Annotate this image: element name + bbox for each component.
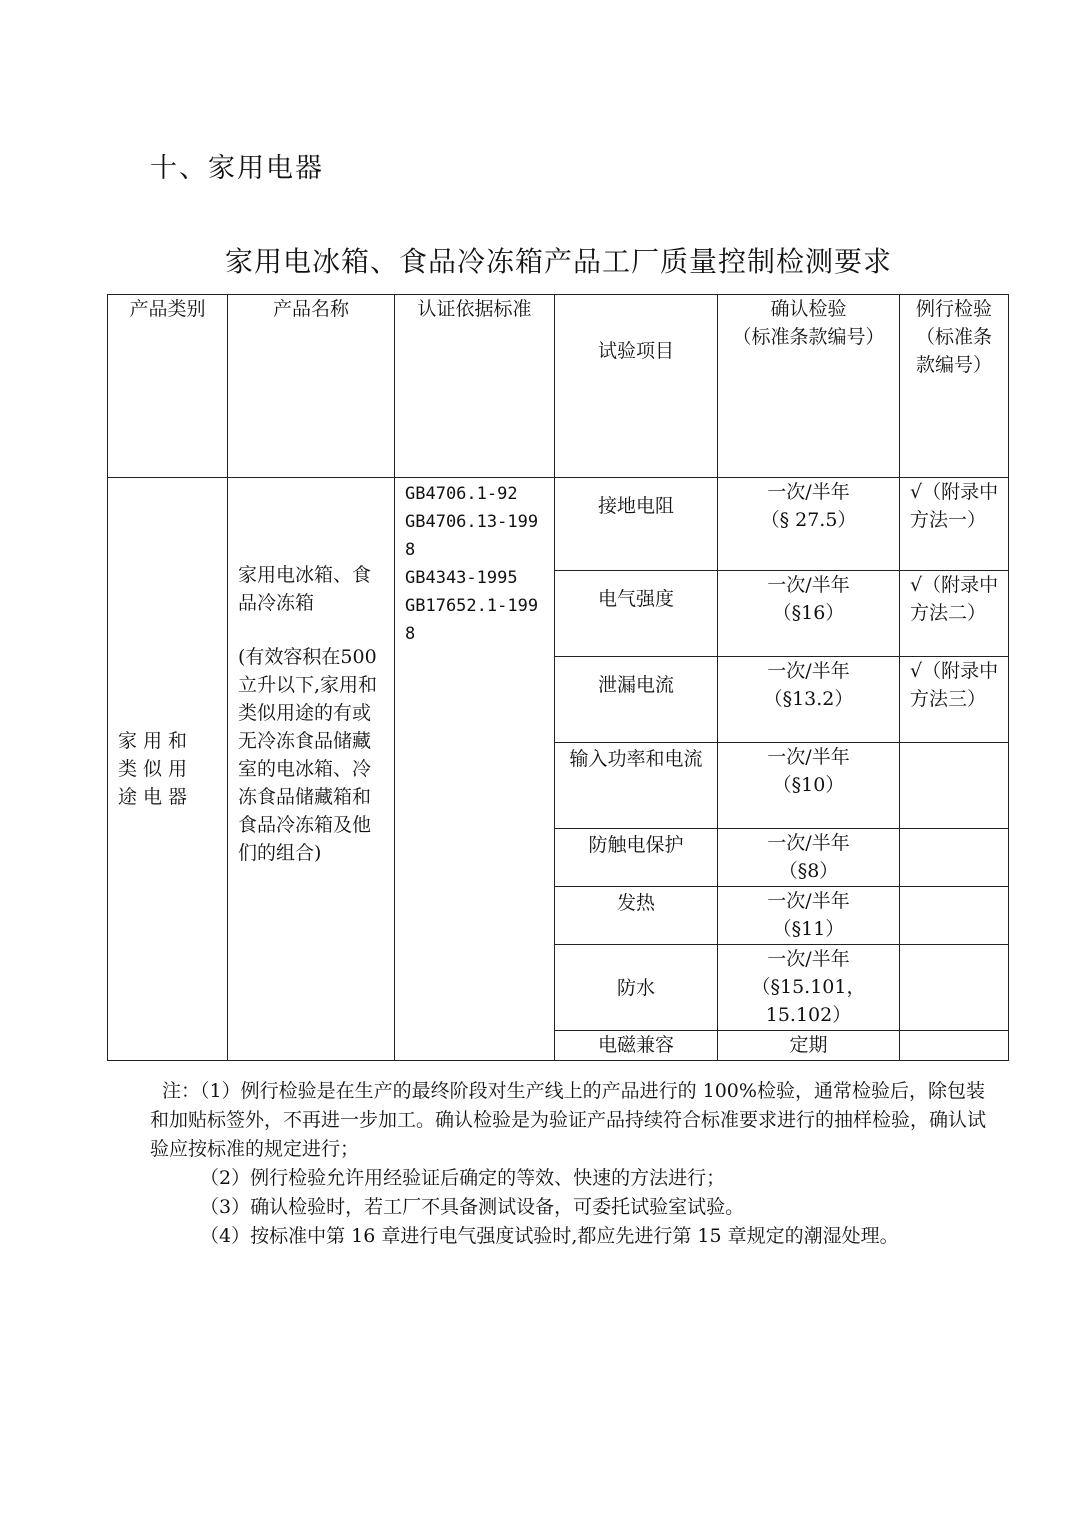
header-routine: 例行检验（标准条款编号）: [900, 295, 1009, 478]
routine-cell: [900, 945, 1009, 1031]
product-name: 家用电冰箱、食品冷冻箱: [238, 564, 372, 614]
confirm-cell: [718, 478, 900, 571]
confirm-clause: （§8）: [778, 860, 839, 882]
standard-item: GB4343-1995: [405, 568, 518, 588]
routine-cell: √（附录中方法三）: [900, 657, 1009, 743]
standards-cell: [395, 478, 555, 1061]
table-header-row: [108, 295, 1009, 478]
routine-cell: √（附录中方法二）: [900, 571, 1009, 657]
confirm-frequency: 一次/半年: [767, 660, 850, 682]
header-confirm-sub: （标准条款编号）: [732, 326, 885, 348]
confirm-frequency: 定期: [789, 1034, 828, 1056]
header-standard: 认证依据标准: [395, 295, 555, 478]
confirm-clause: （§15.101，15.102）: [751, 976, 866, 1026]
confirm-cell: [718, 571, 900, 657]
test-item: 泄漏电流: [555, 657, 718, 743]
note-item: （2）例行检验允许用经验证后确定的等效、快速的方法进行；: [200, 1167, 726, 1189]
confirm-clause: （§10）: [772, 774, 845, 796]
document-title: 家用电冰箱、食品冷冻箱产品工厂质量控制检测要求: [224, 245, 892, 278]
product-category-cell: 家用和类似用途电器: [108, 478, 228, 1061]
confirm-cell: [718, 743, 900, 829]
note-item: （4）按标准中第 16 章进行电气强度试验时,都应先进行第 15 章规定的潮湿处理。: [200, 1225, 899, 1247]
test-item: 发热: [555, 887, 718, 945]
confirm-clause: （§16）: [772, 602, 845, 624]
confirm-frequency: 一次/半年: [767, 948, 850, 970]
routine-cell: [900, 829, 1009, 887]
routine-cell: [900, 743, 1009, 829]
test-item: 电磁兼容: [555, 1031, 718, 1061]
header-test-item: 试验项目: [555, 295, 718, 478]
confirm-clause: （§11）: [772, 918, 845, 940]
notes-section: [150, 1077, 990, 1251]
product-scope-note: (有效容积在500立升以下,家用和类似用途的有或无冷冻食品储藏室的电冰箱、冷冻食品储藏箱和食品冷冻箱及他们的组合): [238, 646, 378, 864]
table-row: [108, 478, 1009, 571]
confirm-clause: （§13.2）: [763, 688, 854, 710]
section-heading: 十、家用电器: [150, 153, 324, 184]
confirm-cell: [718, 657, 900, 743]
confirm-frequency: 一次/半年: [767, 481, 850, 503]
note-item: （3）确认检验时，若工厂不具备测试设备，可委托试验室试验。: [200, 1196, 745, 1218]
header-confirm: [718, 295, 900, 478]
routine-cell: [900, 887, 1009, 945]
confirm-clause: （§ 27.5）: [760, 509, 857, 531]
confirm-cell: [718, 1031, 900, 1061]
requirements-table: [107, 294, 1009, 1061]
header-confirm-label: 确认检验: [770, 298, 847, 320]
test-item: 接地电阻: [555, 478, 718, 571]
confirm-cell: [718, 829, 900, 887]
product-name-cell: [228, 478, 395, 1061]
confirm-frequency: 一次/半年: [767, 890, 850, 912]
test-item: 防触电保护: [555, 829, 718, 887]
header-category: 产品类别: [108, 295, 228, 478]
header-product-name: 产品名称: [228, 295, 395, 478]
routine-cell: √（附录中方法一）: [900, 478, 1009, 571]
confirm-frequency: 一次/半年: [767, 832, 850, 854]
test-item: 输入功率和电流: [555, 743, 718, 829]
standard-item: GB4706.1-92: [405, 484, 518, 504]
confirm-cell: [718, 945, 900, 1031]
test-item: 电气强度: [555, 571, 718, 657]
standard-item: GB17652.1-1998: [405, 596, 539, 644]
confirm-cell: [718, 887, 900, 945]
standard-item: GB4706.13-1998: [405, 512, 539, 560]
confirm-frequency: 一次/半年: [767, 746, 850, 768]
test-item: 防水: [555, 945, 718, 1031]
confirm-frequency: 一次/半年: [767, 574, 850, 596]
note-item: 注：（1）例行检验是在生产的最终阶段对生产线上的产品进行的 100%检验，通常检验后，除包装和加贴标签外，不再进一步加工。确认检验是为验证产品持续符合标准要求进行的抽样检验，确认试验应按标准的规定进行；: [150, 1080, 987, 1160]
routine-cell: [900, 1031, 1009, 1061]
